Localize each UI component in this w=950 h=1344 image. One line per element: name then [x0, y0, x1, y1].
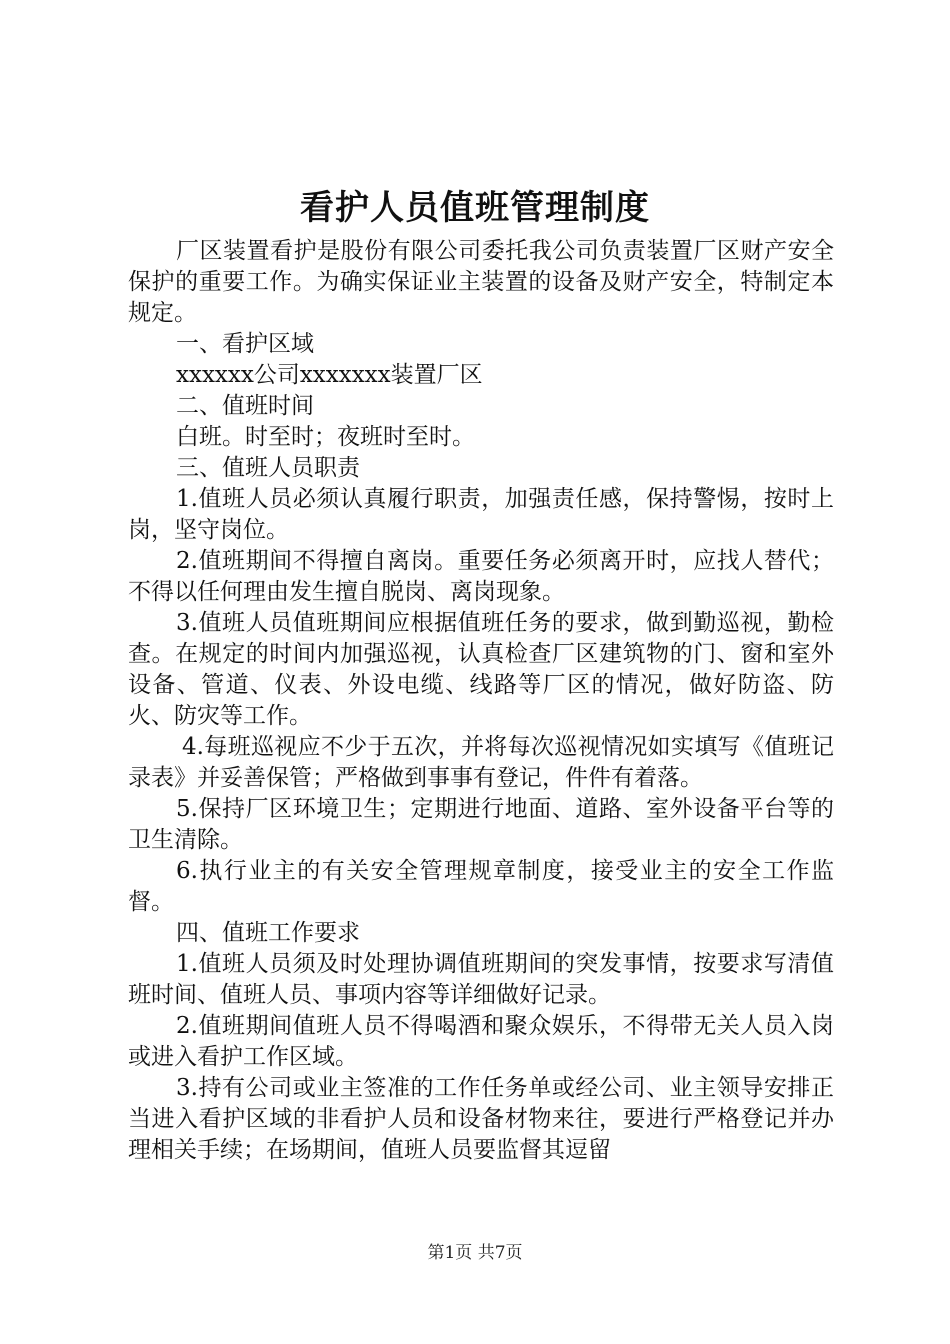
responsibility-item-4: 4.每班巡视应不少于五次，并将每次巡视情况如实填写《值班记录表》并妥善保管；严格做到事事有登记，件件有着落。	[128, 734, 834, 791]
responsibility-item-5: 5.保持厂区环境卫生；定期进行地面、道路、室外设备平台等的卫生清除。	[128, 796, 834, 853]
responsibility-item-1: 1.值班人员必须认真履行职责，加强责任感，保持警惕，按时上岗，坚守岗位。	[128, 486, 834, 543]
section-heading-requirements: 四、值班工作要求	[176, 920, 360, 946]
responsibility-item-3: 3.值班人员值班期间应根据值班任务的要求，做到勤巡视，勤检查。在规定的时间内加强巡视，认真检查厂区建筑物的门、窗和室外设备、管道、仪表、外设电缆、线路等厂区的情况，做好防盗、防火、防灾等工作。	[128, 610, 834, 729]
document-title: 看护人员值班管理制度	[300, 188, 650, 228]
intro-paragraph: 厂区装置看护是股份有限公司委托我公司负责装置厂区财产安全保护的重要工作。为确实保证业主装置的设备及财产安全，特制定本规定。	[128, 238, 834, 326]
duty-time-text: 白班。时至时；夜班时至时。	[176, 424, 475, 450]
section-heading-duty-time: 二、值班时间	[176, 393, 314, 419]
area-text: xxxxxx公司xxxxxxx装置厂区	[176, 362, 483, 388]
requirement-item-2: 2.值班期间值班人员不得喝酒和聚众娱乐，不得带无关人员入岗或进入看护工作区域。	[128, 1013, 834, 1070]
responsibility-item-6: 6.执行业主的有关安全管理规章制度，接受业主的安全工作监督。	[128, 858, 834, 915]
section-heading-responsibilities: 三、值班人员职责	[176, 455, 360, 481]
section-heading-area: 一、看护区域	[176, 331, 314, 357]
page-footer: 第1页 共7页	[427, 1243, 523, 1263]
responsibility-item-2: 2.值班期间不得擅自离岗。重要任务必须离开时，应找人替代；不得以任何理由发生擅自脱岗、离岗现象。	[128, 548, 834, 605]
document-body	[128, 236, 834, 1166]
requirement-item-1: 1.值班人员须及时处理协调值班期间的突发事情，按要求写清值班时间、值班人员、事项内容等详细做好记录。	[128, 951, 834, 1008]
requirement-item-3: 3.持有公司或业主签准的工作任务单或经公司、业主领导安排正当进入看护区域的非看护人员和设备材物来往，要进行严格登记并办理相关手续；在场期间，值班人员要监督其逗留	[128, 1075, 834, 1163]
